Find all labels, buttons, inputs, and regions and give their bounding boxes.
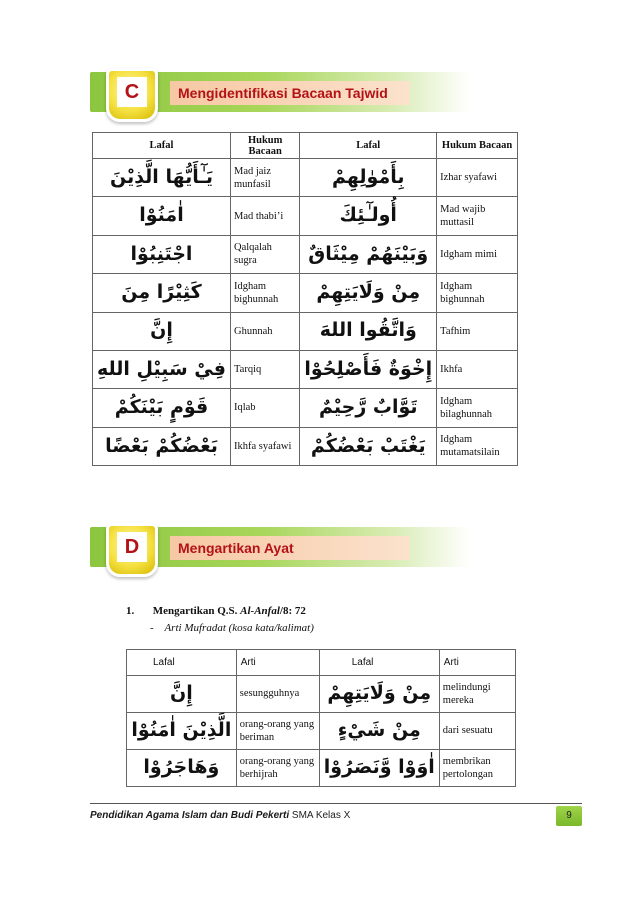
lafal-cell: اٰمَنُوْا: [93, 197, 231, 235]
lafal-cell: مِنْ وَلَايَتِهِمْ: [300, 274, 437, 312]
lafal-cell: تَوَّابٌ رَّحِيْمٌ: [300, 389, 437, 427]
table-row: [93, 235, 518, 273]
table-header-row: [93, 133, 518, 159]
table-row: [93, 389, 518, 427]
hukum-cell: Idgham bighunnah: [437, 274, 518, 312]
hukum-cell: Ikhfa syafawi: [230, 427, 299, 465]
section-badge: [106, 523, 158, 577]
footer: [90, 810, 350, 821]
table-header-row: [127, 650, 516, 676]
column-header: Lafal: [300, 133, 437, 159]
lafal-cell: إِنَّ: [127, 676, 237, 713]
hukum-cell: Mad wajib muttasil: [437, 197, 518, 235]
lafal-cell: قَوْمٍ بَيْنَكُمْ: [93, 389, 231, 427]
table-row: [93, 350, 518, 388]
lafal-cell: اٰوَوْا وَّنَصَرُوْا: [319, 750, 439, 787]
lafal-cell: مِنْ وَلَايَتِهِمْ: [319, 676, 439, 713]
section-d-letter: D: [117, 532, 147, 562]
lafal-cell: إِخْوَةٌ فَأَصْلِحُوْا: [300, 350, 437, 388]
hukum-cell: Izhar syafawi: [437, 159, 518, 197]
table-row: [93, 159, 518, 197]
hukum-cell: Iqlab: [230, 389, 299, 427]
page-number: 9: [556, 806, 582, 826]
lafal-cell: وَبَيْنَهُمْ مِيْثَاقٌ: [300, 235, 437, 273]
arti-cell: sesungguhnya: [236, 676, 319, 713]
lafal-cell: اجْتَنِبُوْا: [93, 235, 231, 273]
hukum-cell: Idgham mimi: [437, 235, 518, 273]
section-d-banner: [90, 527, 470, 567]
hukum-cell: Tafhim: [437, 312, 518, 350]
hukum-cell: Idgham bighunnah: [230, 274, 299, 312]
hukum-cell: Idgham mutamatsilain: [437, 427, 518, 465]
column-header: Hukum Bacaan: [230, 133, 299, 159]
column-header: Lafal: [127, 650, 237, 676]
lafal-cell: أُولـٰٓئِكَ: [300, 197, 437, 235]
hukum-cell: Mad thabi’i: [230, 197, 299, 235]
hukum-cell: Qalqalah sugra: [230, 235, 299, 273]
footer-book-title: Pendidikan Agama Islam dan Budi Pekerti: [90, 810, 290, 821]
section-d-title: Mengartikan Ayat: [170, 536, 410, 560]
hukum-cell: Ghunnah: [230, 312, 299, 350]
column-header: Arti: [439, 650, 515, 676]
subsection-heading: [126, 605, 306, 617]
lafal-cell: وَهَاجَرُوْا: [127, 750, 237, 787]
sub-subheading: - Arti Mufradat (kosa kata/kalimat): [150, 622, 314, 634]
arti-cell: melindungi mereka: [439, 676, 515, 713]
table-row: [127, 713, 516, 750]
section-c-title: Mengidentifikasi Bacaan Tajwid: [170, 81, 410, 105]
table-row: [93, 427, 518, 465]
arti-cell: orang-orang yang beriman: [236, 713, 319, 750]
footer-class: SMA Kelas X: [291, 810, 351, 821]
hukum-cell: Ikhfa: [437, 350, 518, 388]
column-header: Lafal: [93, 133, 231, 159]
table-row: [93, 312, 518, 350]
heading-suffix: /8: 72: [279, 605, 306, 617]
column-header: Hukum Bacaan: [437, 133, 518, 159]
section-c-banner: [90, 72, 470, 112]
arti-cell: membrikan pertolongan: [439, 750, 515, 787]
lafal-cell: يَـٰٓأَيُّهَا الَّذِيْنَ: [93, 159, 231, 197]
table-row: [127, 676, 516, 713]
column-header: Lafal: [319, 650, 439, 676]
table-row: [127, 750, 516, 787]
lafal-cell: كَثِيْرًا مِنَ: [93, 274, 231, 312]
arti-table: [126, 649, 516, 787]
lafal-cell: بَعْضُكُمْ بَعْضًا: [93, 427, 231, 465]
lafal-cell: وَاتَّقُوا اللهَ: [300, 312, 437, 350]
table-row: [93, 274, 518, 312]
lafal-cell: الَّذِيْنَ اٰمَنُوْا: [127, 713, 237, 750]
heading-number: 1.: [126, 605, 135, 617]
tajwid-table: [92, 132, 518, 466]
heading-prefix: Mengartikan Q.S.: [152, 605, 238, 617]
arti-cell: dari sesuatu: [439, 713, 515, 750]
section-badge: [106, 68, 158, 122]
hukum-cell: Mad jaiz munfasil: [230, 159, 299, 197]
heading-surah: Al-Anfal: [240, 605, 280, 617]
lafal-cell: إِنَّ: [93, 312, 231, 350]
hukum-cell: Tarqiq: [230, 350, 299, 388]
lafal-cell: بِأَمْوٰلِهِمْ: [300, 159, 437, 197]
lafal-cell: فِيْ سَبِيْلِ اللهِ: [93, 350, 231, 388]
table-row: [93, 197, 518, 235]
hukum-cell: Idgham bilaghunnah: [437, 389, 518, 427]
lafal-cell: يَغْتَبْ بَعْضُكُمْ: [300, 427, 437, 465]
column-header: Arti: [236, 650, 319, 676]
footer-rule: [90, 803, 582, 804]
arti-cell: orang-orang yang berhijrah: [236, 750, 319, 787]
section-c-letter: C: [117, 77, 147, 107]
lafal-cell: مِنْ شَيْءٍ: [319, 713, 439, 750]
